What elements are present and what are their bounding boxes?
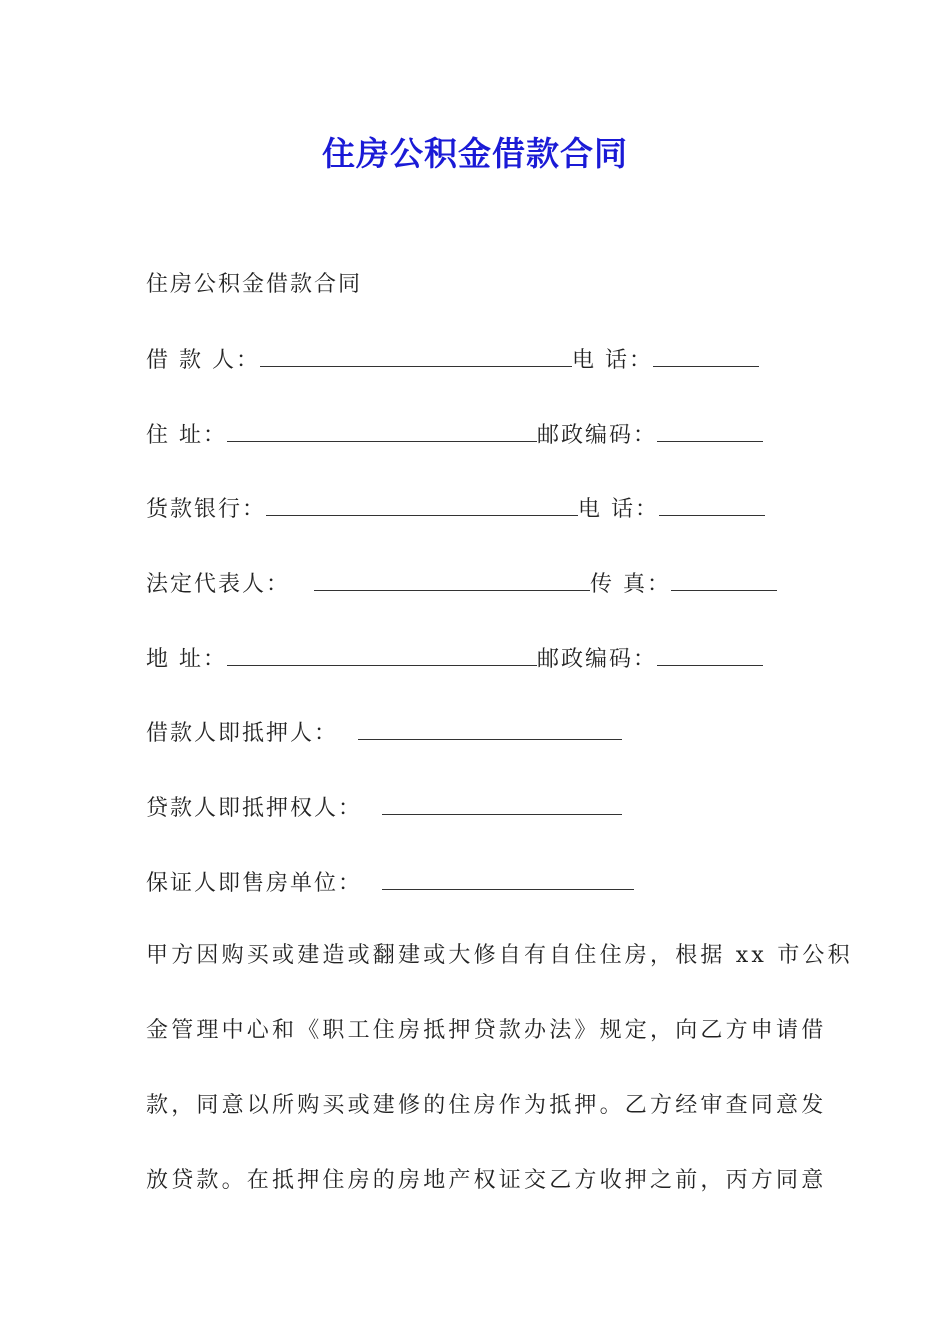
blank-line[interactable] [653, 346, 759, 367]
field-row-address [146, 421, 763, 451]
body-paragraph [146, 918, 853, 1218]
blank-line[interactable] [659, 495, 765, 516]
field-label-legal-rep: 法定代表人： [146, 572, 291, 597]
document-subtitle: 住房公积金借款合同 [146, 272, 363, 297]
paragraph-line: 款，同意以所购买或建修的住房作为抵押。乙方经审查同意发 [146, 1093, 827, 1118]
blank-line[interactable] [657, 645, 763, 666]
blank-line[interactable] [314, 570, 590, 591]
field-label-phone: 电 话： [578, 497, 660, 522]
field-row-mortgagor [146, 719, 622, 749]
blank-line[interactable] [227, 421, 537, 442]
field-label-postcode: 邮政编码： [537, 423, 658, 448]
paragraph-line: 放贷款。在抵押住房的房地产权证交乙方收押之前，丙方同意 [146, 1168, 827, 1193]
field-row-mortgagee [146, 794, 622, 824]
blank-line[interactable] [382, 794, 622, 815]
blank-line[interactable] [266, 495, 578, 516]
field-row-guarantor [146, 869, 634, 899]
paragraph-line: 甲方因购买或建造或翻建或大修自有自住住房，根据 xx 市公积 [146, 943, 853, 968]
field-label-borrower: 借 款 人： [146, 348, 260, 373]
blank-line[interactable] [657, 421, 763, 442]
paragraph-line: 金管理中心和《职工住房抵押贷款办法》规定，向乙方申请借 [146, 1018, 827, 1043]
field-label-fax: 传 真： [590, 572, 672, 597]
field-label-address: 住 址： [146, 423, 227, 448]
blank-line[interactable] [671, 570, 777, 591]
field-row-borrower [146, 346, 759, 376]
field-label-mortgagor: 借款人即抵押人： [146, 721, 339, 746]
field-label-mortgagee: 贷款人即抵押权人： [146, 796, 363, 821]
field-label-bank: 货款银行： [146, 497, 267, 522]
field-label-address: 地 址： [146, 647, 227, 672]
document-title: 住房公积金借款合同 [322, 134, 628, 173]
field-row-legal-rep [146, 570, 777, 600]
blank-line[interactable] [358, 719, 622, 740]
blank-line[interactable] [382, 869, 634, 890]
blank-line[interactable] [260, 346, 572, 367]
blank-line[interactable] [227, 645, 537, 666]
field-row-address-2 [146, 645, 763, 675]
field-label-postcode: 邮政编码： [537, 647, 658, 672]
field-label-guarantor: 保证人即售房单位： [146, 871, 363, 896]
field-row-bank [146, 495, 765, 525]
field-label-phone: 电 话： [572, 348, 653, 373]
